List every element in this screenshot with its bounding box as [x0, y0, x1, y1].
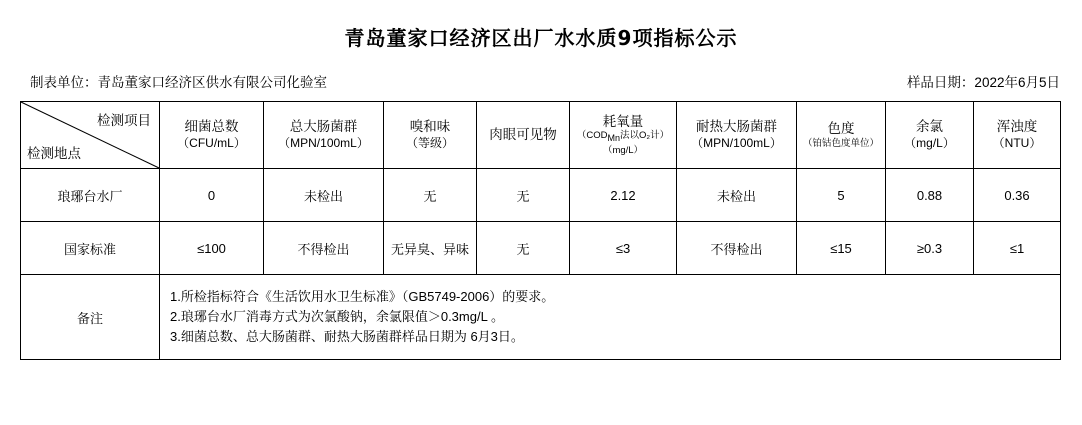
col1-unit: （MPN/100mL） — [278, 135, 369, 150]
col2-name: 嗅和味 — [409, 119, 451, 135]
row0-cell2: 无 — [384, 169, 477, 222]
row0-cell0: 0 — [160, 169, 264, 222]
water-quality-table — [20, 101, 1061, 360]
col5-unit: （MPN/100mL） — [691, 135, 782, 150]
remark-line-3: 3.细菌总数、总大肠菌群、耐热大肠菌群样品日期为 6月3日。 — [170, 329, 524, 345]
col8-unit: （NTU） — [992, 135, 1042, 150]
column-header-total-coliform — [264, 102, 384, 169]
column-header-visible-matter — [477, 102, 570, 169]
col6-name: 色度 — [827, 120, 855, 136]
col1-name: 总大肠菌群 — [289, 119, 358, 135]
row0-cell3: 无 — [477, 169, 570, 222]
col7-unit: （mg/L） — [904, 135, 955, 150]
page-title: 青岛董家口经济区出厂水水质9项指标公示 — [344, 26, 738, 50]
row1-cell4: ≤3 — [570, 222, 677, 275]
col0-unit: （CFU/mL） — [177, 135, 246, 150]
corner-top-right-label: 检测项目 — [97, 113, 151, 128]
remark-line-1: 1.所检指标符合《生活饮用水卫生标准》（GB5749-2006）的要求。 — [170, 288, 555, 304]
row0-cell5: 未检出 — [677, 169, 797, 222]
remark-line-2: 2.琅琊台水厂消毒方式为次氯酸钠，余氯限值＞0.3mg/L 。 — [170, 308, 504, 324]
col6-unit: （铂钴色度单位） — [802, 137, 879, 149]
corner-header-cell — [21, 102, 160, 169]
row1-cell7: ≥0.3 — [886, 222, 974, 275]
row1-cell0: ≤100 — [160, 222, 264, 275]
corner-bottom-left-label: 检测地点 — [27, 146, 81, 161]
column-header-odor-taste — [384, 102, 477, 169]
row1-cell3: 无 — [477, 222, 570, 275]
col0-name: 细菌总数 — [184, 119, 239, 135]
table-row — [21, 169, 1061, 222]
prepared-by-text: 制表单位：青岛董家口经济区供水有限公司化验室 — [30, 75, 327, 90]
table-row — [21, 222, 1061, 275]
column-header-bacteria-count — [160, 102, 264, 169]
row1-cell5: 不得检出 — [677, 222, 797, 275]
row1-cell1: 不得检出 — [264, 222, 384, 275]
row0-cell7: 0.88 — [886, 169, 974, 222]
row0-cell6: 5 — [797, 169, 886, 222]
row0-cell4: 2.12 — [570, 169, 677, 222]
row0-cell1: 未检出 — [264, 169, 384, 222]
row0-cell8: 0.36 — [974, 169, 1061, 222]
sample-date-text: 样品日期：2022年6月5日 — [906, 75, 1060, 90]
col2-unit: （等级） — [405, 135, 454, 150]
column-header-chromaticity — [797, 102, 886, 169]
col4-unit: （COD — [576, 130, 608, 142]
column-header-thermotolerant-coliform — [677, 102, 797, 169]
row0-label: 琅琊台水厂 — [21, 169, 160, 222]
col5-name: 耐热大肠菌群 — [696, 119, 777, 135]
col3-name: 肉眼可见物 — [489, 126, 557, 142]
column-header-turbidity — [974, 102, 1061, 169]
remark-body — [160, 275, 1061, 360]
row1-cell6: ≤15 — [797, 222, 886, 275]
col8-name: 浑浊度 — [996, 119, 1038, 135]
col4-subscript: Mn — [607, 133, 621, 144]
col4-unit-line — [573, 130, 673, 156]
col4-note: 法以O₂计）（mg/L） — [602, 130, 670, 156]
col4-name: 耗氧量 — [602, 113, 644, 129]
column-header-residual-chlorine — [886, 102, 974, 169]
table-header-row — [21, 102, 1061, 169]
remark-row — [21, 275, 1061, 360]
row1-label: 国家标准 — [21, 222, 160, 275]
col7-name: 余氯 — [916, 119, 943, 135]
column-header-oxygen-consumption — [570, 102, 677, 169]
row1-cell2: 无异臭、异味 — [384, 222, 477, 275]
row1-cell8: ≤1 — [974, 222, 1061, 275]
meta-row — [30, 71, 1060, 91]
remark-label: 备注 — [21, 275, 160, 360]
